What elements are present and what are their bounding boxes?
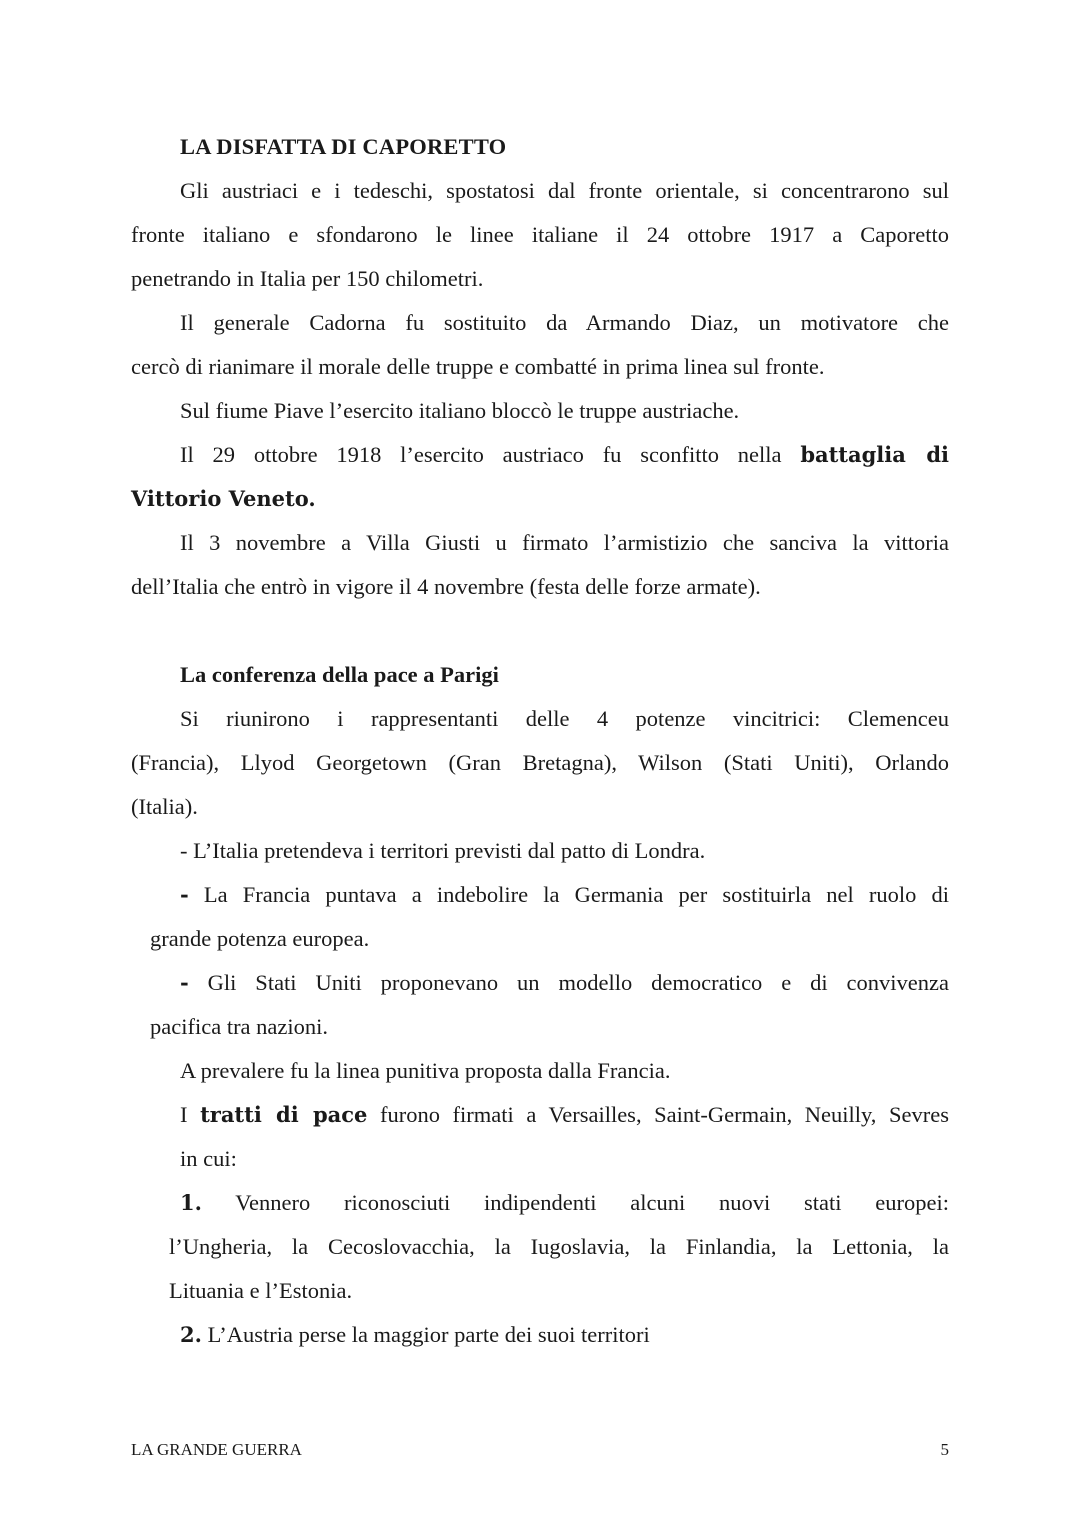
paragraph-line: Il 3 novembre a Villa Giusti u firmato l’armistizio che sanciva la vittoria xyxy=(180,530,949,555)
paragraph-line: grande potenza europea. xyxy=(150,926,370,951)
paragraph-line: Si riunirono i rappresentanti delle 4 potenze vincitrici: Clemenceu xyxy=(180,706,949,731)
paragraph-line: Lituania e l’Estonia. xyxy=(169,1278,353,1303)
section-heading-conferenza: La conferenza della pace a Parigi xyxy=(180,662,499,687)
paragraph-line: (Italia). xyxy=(131,794,198,819)
section-gap xyxy=(131,609,949,653)
text-run: I xyxy=(180,1102,201,1127)
bold-term: battaglia di xyxy=(800,442,950,467)
page-number: 5 xyxy=(940,1440,949,1459)
page-body xyxy=(131,125,949,1357)
paragraph-line: cercò di rianimare il morale delle truppe e combatté in prima linea sul fronte. xyxy=(131,354,825,379)
bullet-dash: - xyxy=(180,882,189,907)
item-number: 1. xyxy=(180,1190,202,1215)
paragraph-line: in cui: xyxy=(180,1146,237,1171)
paragraph xyxy=(131,1093,949,1181)
paragraph-line xyxy=(150,961,949,1005)
paragraph-line xyxy=(131,477,949,521)
paragraph-line: Il generale Cadorna fu sostituito da Armando Diaz, un motivatore che xyxy=(180,310,949,335)
paragraph-line: pacifica tra nazioni. xyxy=(150,1014,329,1039)
page-footer xyxy=(131,1440,949,1460)
paragraph-line: penetrando in Italia per 150 chilometri. xyxy=(131,266,484,291)
bullet-item: - L’Italia pretendeva i territori previsti dal patto di Londra. xyxy=(180,838,706,863)
section-heading-caporetto: LA DISFATTA DI CAPORETTO xyxy=(180,134,507,159)
paragraph-line: (Francia), Llyod Georgetown (Gran Bretagna), Wilson (Stati Uniti), Orlando xyxy=(131,750,949,775)
paragraph-line: fronte italiano e sfondarono le linee italiane il 24 ottobre 1917 a Caporetto xyxy=(131,222,949,247)
text-run: furono firmati a Versailles, Saint-Germain, Neuilly, Sevres xyxy=(367,1102,949,1127)
bullet-item xyxy=(131,961,949,1049)
numbered-item xyxy=(131,1313,949,1357)
bullet-dash: - xyxy=(180,970,189,995)
paragraph-line xyxy=(169,1181,949,1225)
text-run: Il 29 ottobre 1918 l’esercito austriaco fu sconfitto nella xyxy=(180,442,801,467)
text-run: La Francia puntava a indebolire la Germania per sostituirla nel ruolo di xyxy=(188,882,949,907)
paragraph-line xyxy=(131,433,949,477)
paragraph-line: Sul fiume Piave l’esercito italiano bloccò le truppe austriache. xyxy=(180,398,740,423)
paragraph-line xyxy=(169,1313,949,1357)
paragraph-line: Gli austriaci e i tedeschi, spostatosi dal fronte orientale, si concentrarono sul xyxy=(180,178,949,203)
numbered-item xyxy=(131,1181,949,1313)
paragraph-line xyxy=(180,1093,949,1137)
item-number: 2. xyxy=(180,1322,202,1347)
text-run: L’Austria perse la maggior parte dei suoi territori xyxy=(201,1322,650,1347)
paragraph-line: dell’Italia che entrò in vigore il 4 novembre (festa delle forze armate). xyxy=(131,574,761,599)
bold-term: Vittorio Veneto. xyxy=(131,486,316,511)
footer-title: LA GRANDE GUERRA xyxy=(131,1440,302,1459)
bullet-item xyxy=(131,873,949,961)
paragraph-line xyxy=(150,873,949,917)
text-run: Vennero riconosciuti indipendenti alcuni nuovi stati europei: xyxy=(201,1190,949,1215)
text-run: Gli Stati Uniti proponevano un modello democratico e di convivenza xyxy=(188,970,949,995)
bold-term: tratti di pace xyxy=(200,1102,368,1127)
paragraph-line: l’Ungheria, la Cecoslovacchia, la Iugoslavia, la Finlandia, la Lettonia, la xyxy=(169,1234,949,1259)
paragraph-line: A prevalere fu la linea punitiva proposta dalla Francia. xyxy=(180,1058,671,1083)
